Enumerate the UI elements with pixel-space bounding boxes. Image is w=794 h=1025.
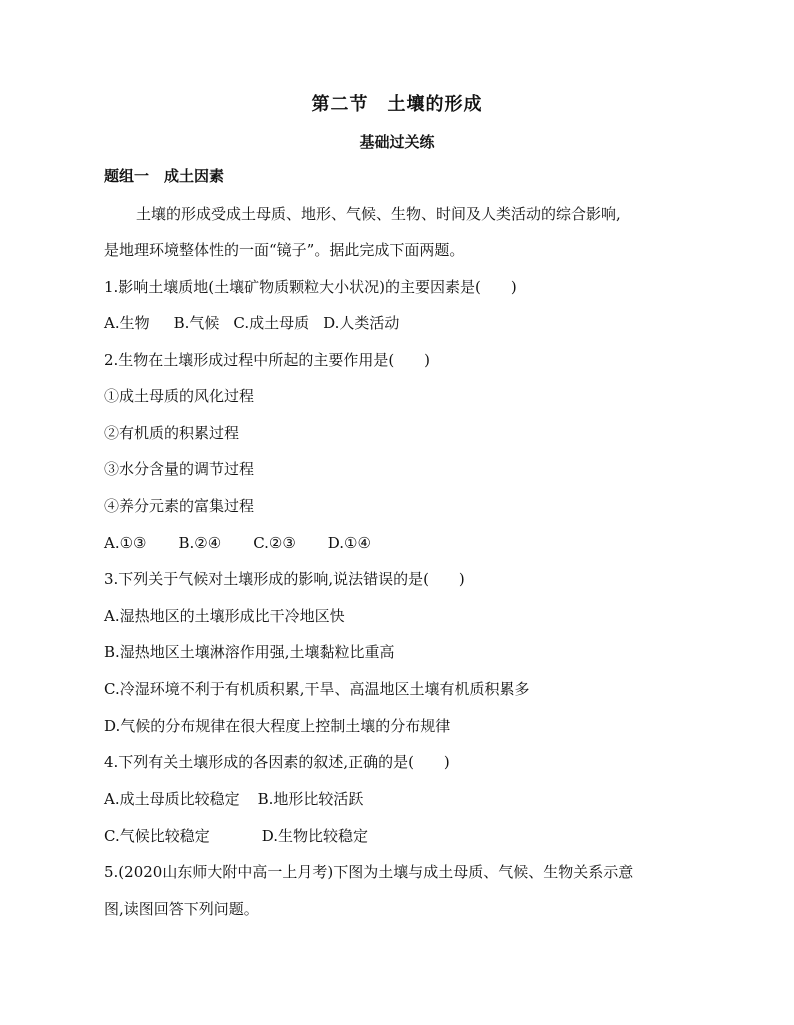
- question-2-item-2: ②有机质的积累过程: [104, 424, 240, 442]
- question-2-option-a: A.①③: [104, 534, 147, 552]
- question-2-stem: 2.生物在土壤形成过程中所起的主要作用是( ): [104, 351, 431, 369]
- question-3-option-c: C.冷湿环境不利于有机质积累,干旱、高温地区土壤有机质积累多: [104, 680, 530, 698]
- question-1-option-b: B.气候: [173, 314, 220, 332]
- question-4-option-d: D.生物比较稳定: [261, 827, 368, 845]
- question-1-options: [104, 313, 399, 333]
- question-3-option-b: B.湿热地区土壤淋溶作用强,土壤黏粒比重高: [104, 643, 395, 661]
- question-1-option-d: D.人类活动: [323, 314, 400, 332]
- intro-line-2: 是地理环境整体性的一面“镜子”。据此完成下面两题。: [104, 241, 465, 259]
- page-subtitle: 基础过关练: [359, 133, 435, 151]
- question-1-stem: 1.影响土壤质地(土壤矿物质颗粒大小状况)的主要因素是( ): [104, 278, 517, 296]
- question-3-option-d: D.气候的分布规律在很大程度上控制土壤的分布规律: [104, 717, 451, 735]
- section-heading: 题组一 成土因素: [104, 167, 225, 185]
- question-2-item-3: ③水分含量的调节过程: [104, 460, 255, 478]
- question-1-option-c: C.成土母质: [233, 314, 310, 332]
- question-4-option-c: C.气候比较稳定: [104, 827, 210, 845]
- question-5-line-2: 图,读图回答下列问题。: [104, 900, 259, 918]
- question-5-line-1: 5.(2020山东师大附中高一上月考)下图为土壤与成土母质、气候、生物关系示意: [104, 863, 634, 881]
- question-4-stem: 4.下列有关土壤形成的各因素的叙述,正确的是( ): [104, 753, 450, 771]
- question-2-options: [104, 533, 371, 553]
- page-title: 第二节 土壤的形成: [311, 94, 483, 115]
- question-2-option-b: B.②④: [178, 534, 222, 552]
- intro-line-1: 土壤的形成受成土母质、地形、气候、生物、时间及人类活动的综合影响,: [136, 205, 621, 223]
- question-2-item-1: ①成土母质的风化过程: [104, 387, 255, 405]
- question-3-option-a: A.湿热地区的土壤形成比干冷地区快: [104, 607, 345, 625]
- question-4-option-b: B.地形比较活跃: [257, 790, 364, 808]
- question-4-option-a: A.成土母质比较稳定: [104, 790, 240, 808]
- question-3-stem: 3.下列关于气候对土壤形成的影响,说法错误的是( ): [104, 570, 465, 588]
- question-2-option-d: D.①④: [327, 534, 371, 552]
- question-4-options-row-1: [104, 789, 363, 809]
- question-4-options-row-2: [104, 826, 368, 846]
- question-1-option-a: A.生物: [104, 314, 150, 332]
- question-2-item-4: ④养分元素的富集过程: [104, 497, 255, 515]
- question-2-option-c: C.②③: [253, 534, 296, 552]
